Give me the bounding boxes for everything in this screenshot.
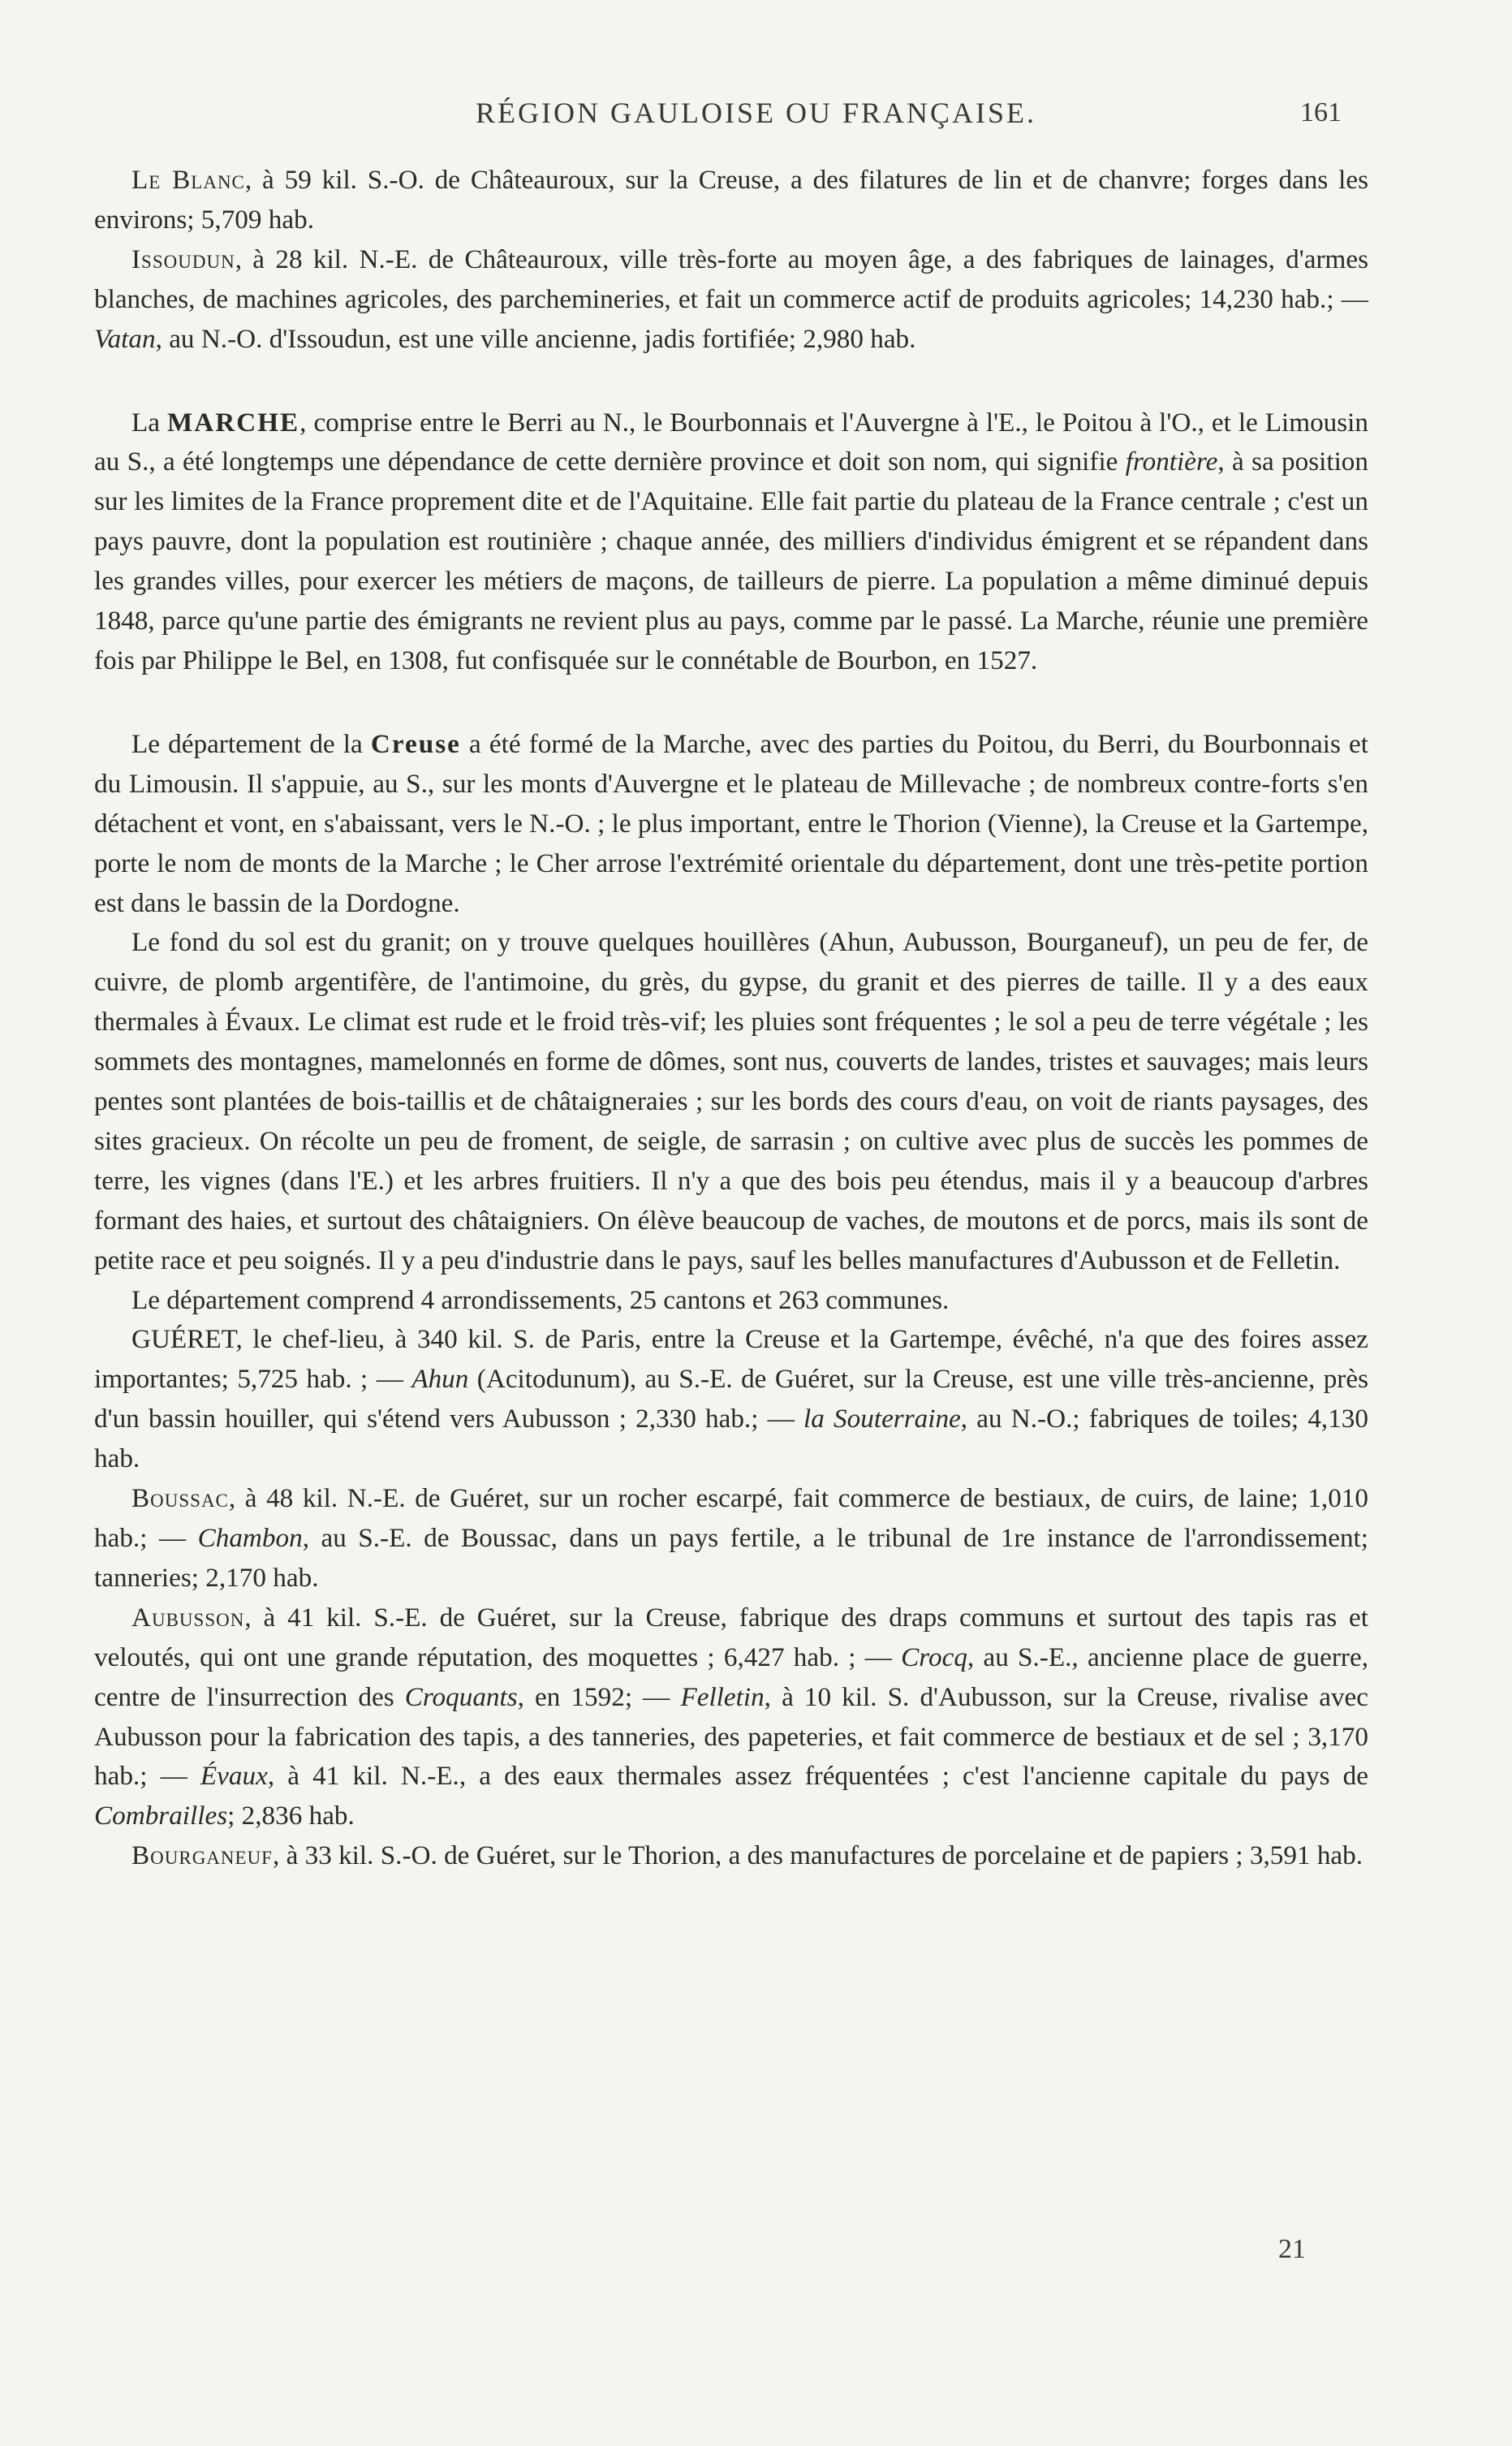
paragraph-text: , à 33 kil. S.-O. de Guéret, sur le Thorion, a des manufactures de porcelaine et de papiers ; 3,591 hab. (272, 1840, 1363, 1871)
paragraph-text: , au N.-O. d'Issoudun, est une ville ancienne, jadis fortifiée; 2,980 hab. (155, 323, 916, 354)
page-header (0, 96, 1512, 136)
paragraph-text: , à 59 kil. S.-O. de Châteauroux, sur la Creuse, a des filatures de lin et de chanvre; forges dans les environs; 5,709 hab. (94, 165, 1368, 235)
paragraph-issoudun (94, 240, 1368, 360)
paragraph-text: , à sa position sur les limites de la France proprement dite et de l'Aquitaine. Elle fait partie du plateau de la France centrale ; c'est un pays pauvre, dont la population est routinière ; chaque année, des milliers d'individus émigrent et se répandent dans les grandes villes, pour exercer les métiers de maçons, de tailleurs de pierre. La population a même diminué depuis 1848, parce qu'une partie des émigrants ne revient plus au pays, comme par le passé. La Marche, réunie une première fois par Philippe le Bel, en 1308, fut confisquée sur le connétable de Bourbon, en 1527. (94, 446, 1368, 675)
term-croquants: Croquants (404, 1681, 518, 1712)
place-name-bourganeuf: Bourganeuf (131, 1840, 273, 1871)
paragraph-text: a été formé de la Marche, avec des parties du Poitou, du Berri, du Bourbonnais et du Limousin. Il s'appuie, au S., sur les monts d'Auvergne et le plateau de Millevache ; de nombreux contre-forts s'en détachent et vont, en s'abaissant, vers le N.-O. ; le plus important, entre le Thorion (Vienne), la Creuse et la Gartempe, porte le nom de monts de la Marche ; le Cher arrose l'extrémité orientale du département, dont une très-petite portion est dans le bassin de la Dordogne. (94, 728, 1368, 918)
place-name-issoudun: Issoudun (131, 244, 235, 274)
paragraph-text: , à 41 kil. N.-E., a des eaux thermales assez fréquentées ; c'est l'ancienne capitale du pays de (267, 1761, 1368, 1792)
paragraph-text: , le chef-lieu, à 340 kil. S. de Paris, entre la Creuse et la Gartempe, évêché, n'a que des foires assez importantes; 5,725 hab. ; — (94, 1324, 1368, 1395)
paragraph-text: , à 41 kil. S.-E. de Guéret, sur la Creuse, fabrique des draps communs et surtout des tapis ras et veloutés, qui ont une grande réputation, des moquettes ; 6,427 hab. ; — (94, 1602, 1368, 1672)
paragraph-text: , au S.-E., ancienne place de guerre, centre de l'insurrection des (94, 1641, 1369, 1712)
place-name-chambon: Chambon (197, 1523, 303, 1553)
paragraph-text: (Acitodunum), au S.-E. de Guéret, sur la Creuse, est une ville très-ancienne, près d'un bassin houiller, qui s'étend vers Aubusson ; 2,330 hab.; — (94, 1364, 1368, 1434)
place-name-evaux: Évaux (200, 1761, 268, 1792)
paragraph-text: , à 48 kil. N.-E. de Guéret, sur un rocher escarpé, fait commerce de bestiaux, de cuirs, de laine; 1,010 hab.; — (94, 1483, 1368, 1553)
paragraph-text: , à 10 kil. S. d'Aubusson, sur la Creuse, rivalise avec Aubusson pour la fabrication des tapis, a des tanneries, des papeteries, et fait commerce de bestiaux et de sel ; 3,170 hab.; — (94, 1681, 1368, 1792)
place-name-ahun: Ahun (411, 1364, 469, 1395)
place-name-aubusson: Aubusson (131, 1602, 245, 1633)
paragraph-arrondissements (94, 1281, 1368, 1321)
term-frontiere: frontière (1125, 446, 1218, 477)
paragraph-text: Le département de la (131, 728, 371, 759)
paragraph-gueret (94, 1320, 1368, 1479)
department-name-creuse: Creuse (370, 728, 461, 759)
paragraph-text: La (131, 407, 167, 438)
paragraph-text: , comprise entre le Berri au N., le Bourbonnais et l'Auvergne à l'E., le Poitou à l'O., et le Limousin au S., a été longtemps une dépendance de cette dernière province et doit son nom, qui signifie (94, 407, 1368, 477)
paragraph-creuse (94, 725, 1368, 924)
place-name-gueret: GUÉRET (131, 1324, 236, 1355)
paragraph-sol (94, 923, 1368, 1280)
region-name-combrailles: Combrailles (94, 1801, 228, 1831)
paragraph-boussac (94, 1479, 1368, 1598)
paragraph-bourganeuf (94, 1836, 1368, 1876)
paragraph-text: Le fond du sol est du granit; on y trouve quelques houillères (Ahun, Aubusson, Bourganeuf), un peu de fer, de cuivre, de plomb argentifère, de l'antimoine, du grès, du gypse, du granit et des pierres de taille. Il y a des eaux thermales à Évaux. Le climat est rude et le froid très-vif; les pluies sont fréquentes ; le sol a peu de terre végétale ; les sommets des montagnes, mamelonnés en forme de dômes, sont nus, couverts de landes, tristes et sauvages; mais leurs pentes sont plantées de bois-taillis et de châtaigneraies ; sur les bords des cours d'eau, on voit de riants paysages, des sites gracieux. On récolte un peu de froment, de seigle, de sarrasin ; on cultive avec plus de succès les pommes de terre, les vignes (dans l'E.) et les arbres fruitiers. Il n'y a que des bois peu étendus, mais il y a beaucoup d'arbres formant des haies, et surtout des châtaigniers. On élève beaucoup de vaches, de moutons et de porcs, mais ils sont de petite race et peu soignés. Il y a peu d'industrie dans le pays, sauf les belles manufactures d'Aubusson et de Felletin. (94, 927, 1368, 1275)
place-name-la-souterraine: la Souterraine (803, 1404, 961, 1434)
place-name-felletin: Felletin (680, 1681, 765, 1712)
paragraph-marche (94, 403, 1368, 681)
paragraph-aubusson (94, 1598, 1368, 1836)
region-name-marche: MARCHE (166, 407, 300, 438)
paragraph-text: , au S.-E. de Boussac, dans un pays fertile, a le tribunal de 1re instance de l'arrondissement; tanneries; 2,170 hab. (94, 1523, 1368, 1593)
paragraph-le-blanc (94, 161, 1368, 240)
place-name-vatan: Vatan (94, 323, 156, 354)
paragraph-text: , au N.-O.; fabriques de toiles; 4,130 hab. (94, 1404, 1368, 1474)
paragraph-text: , à 28 kil. N.-E. de Châteauroux, ville très-forte au moyen âge, a des fabriques de lainages, d'armes blanches, de machines agricoles, des parchemineries, et fait un commerce actif de produits agricoles; 14,230 hab.; — (94, 244, 1368, 314)
place-name-crocq: Crocq (901, 1641, 967, 1672)
place-name-boussac: Boussac (131, 1483, 229, 1514)
page-number: 161 (1300, 97, 1342, 127)
running-title: RÉGION GAULOISE OU FRANÇAISE. (475, 97, 1036, 129)
signature-mark: 21 (1278, 2234, 1306, 2264)
paragraph-text: , en 1592; — (517, 1681, 681, 1712)
text-body (94, 161, 1368, 1876)
paragraph-text: Le département comprend 4 arrondissements, 25 cantons et 263 communes. (131, 1284, 950, 1315)
place-name-le-blanc: Le Blanc (131, 165, 245, 195)
paragraph-text: ; 2,836 hab. (227, 1801, 355, 1831)
